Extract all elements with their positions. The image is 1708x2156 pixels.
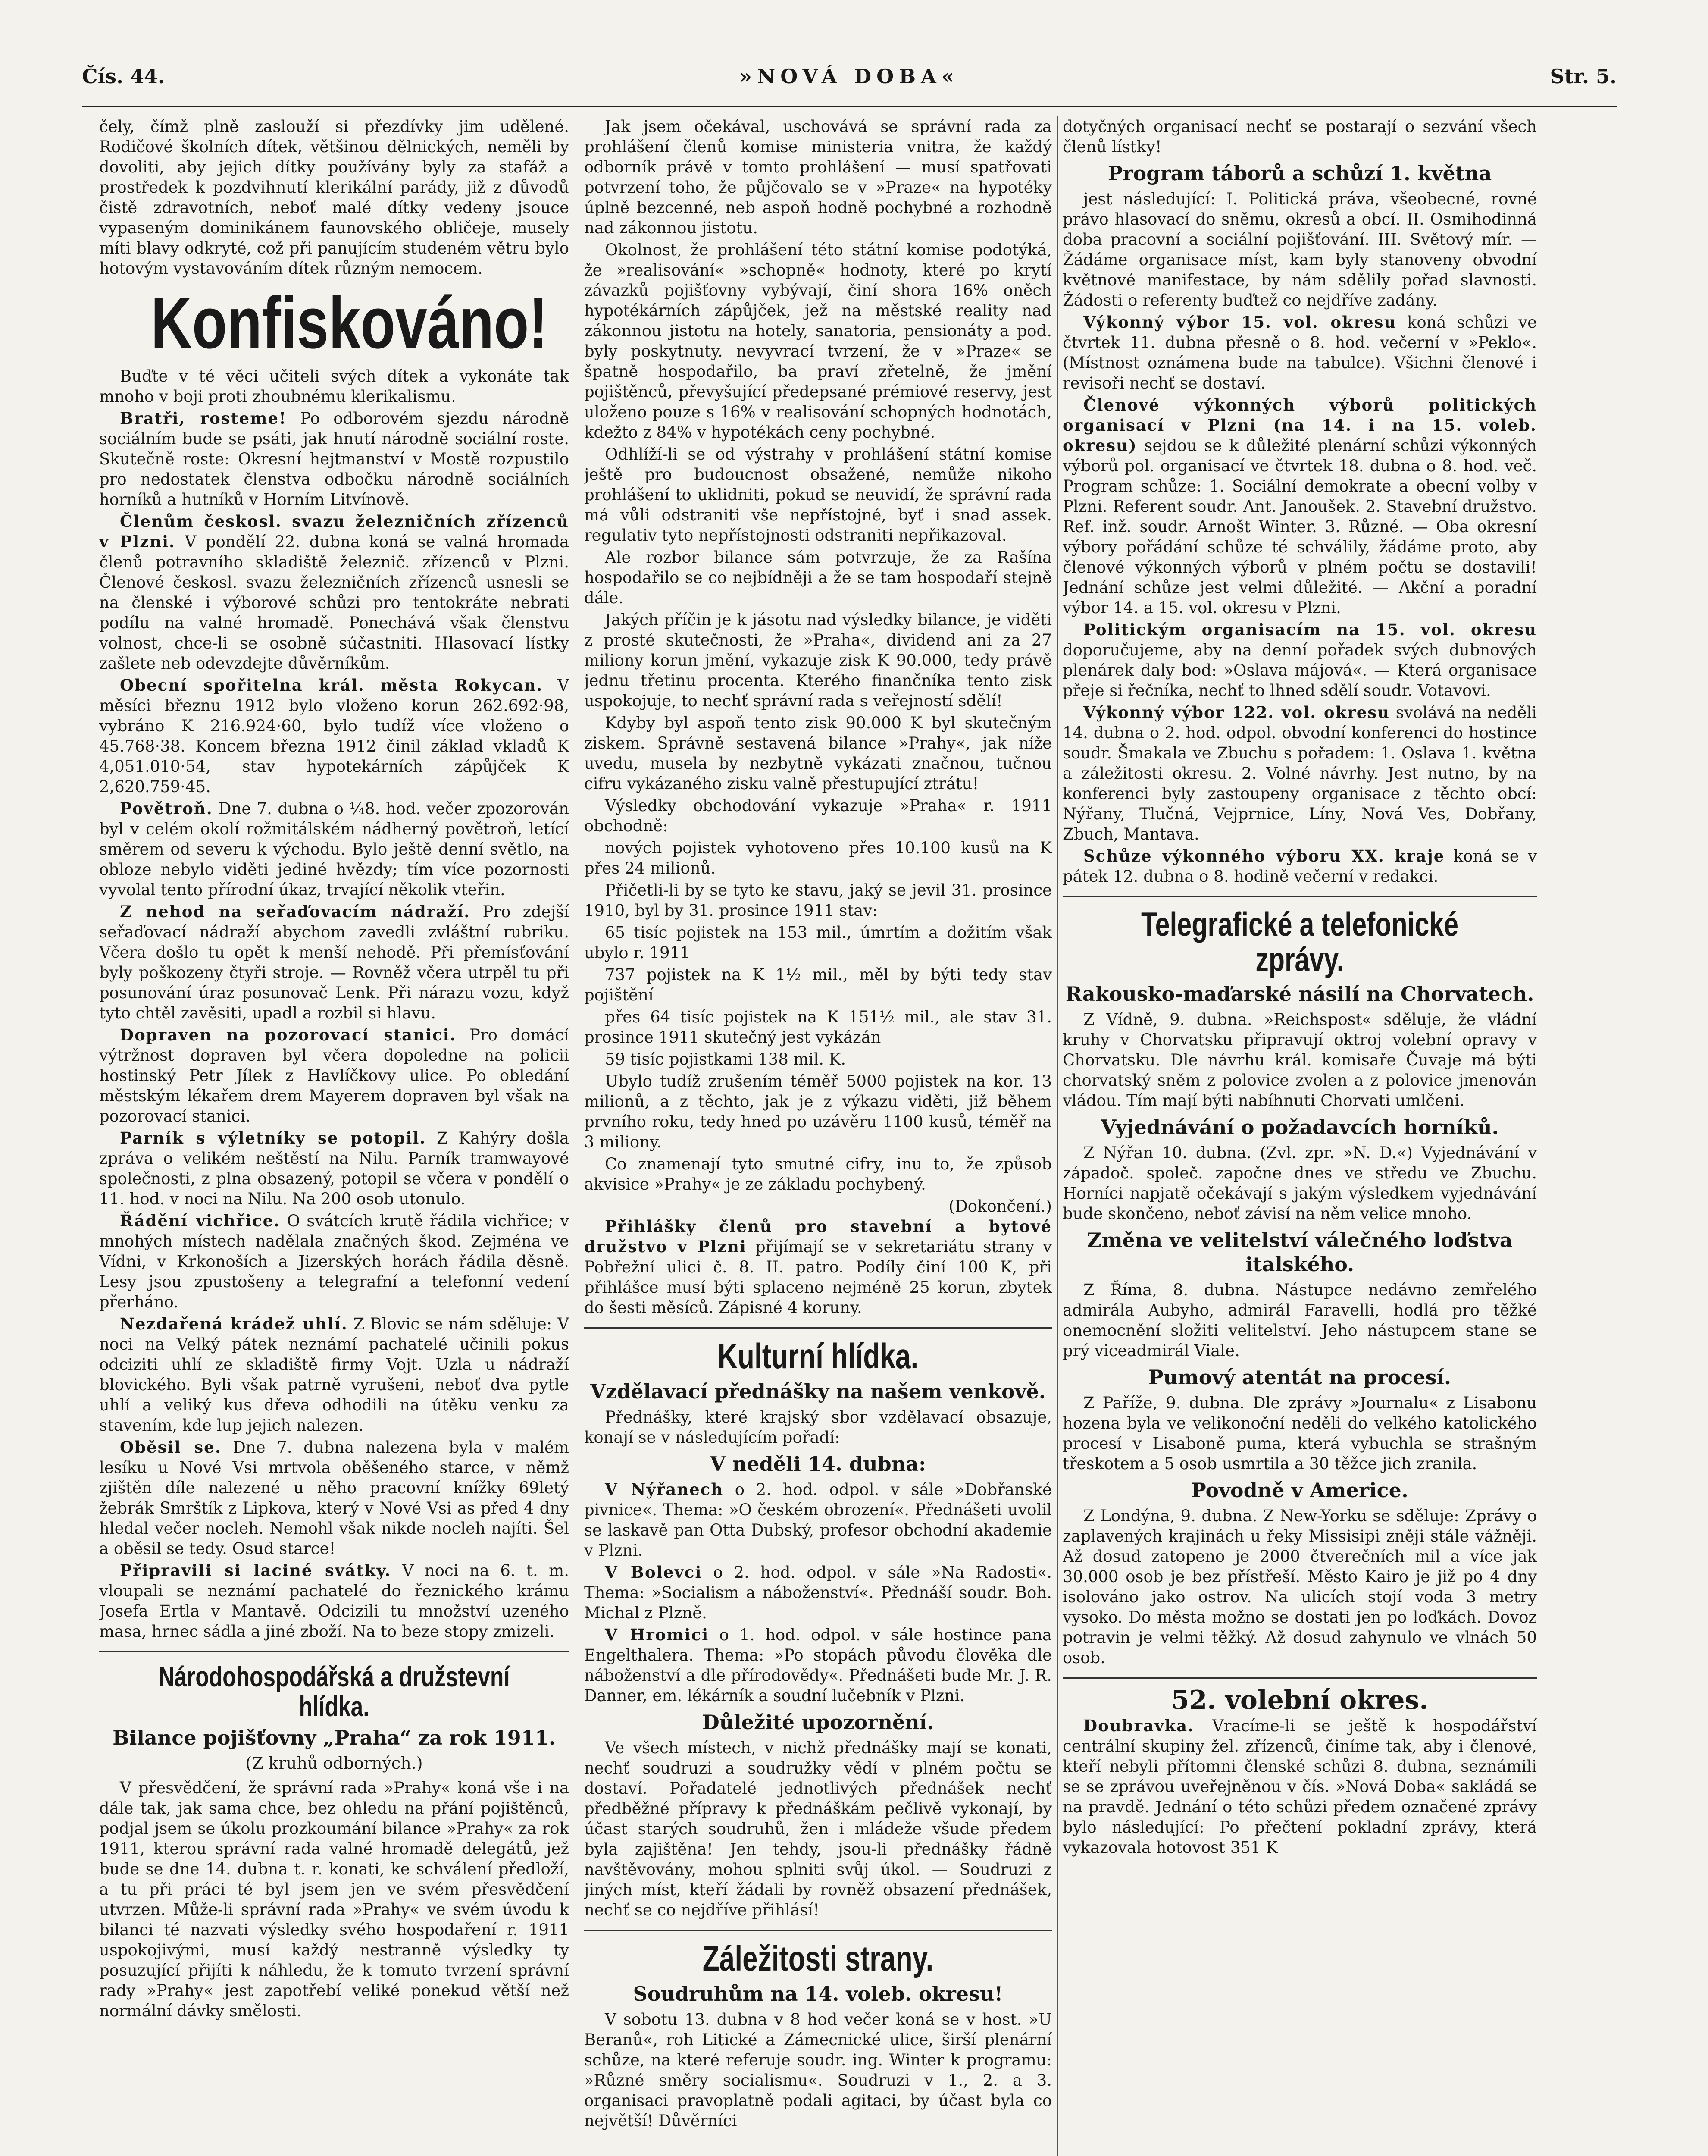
paragraph: 737 pojistek na K 1½ mil., měl by býti tedy stav pojištění — [584, 965, 1052, 1004]
news-item — [99, 1025, 569, 1126]
news-title: Změna ve velitelství válečného loďstva italského. — [1087, 1228, 1513, 1276]
section-rule — [99, 1651, 569, 1652]
item-lead: Politickým organisacím na 15. vol. okresu — [1083, 620, 1537, 639]
section-title: Záležitosti strany. — [702, 1939, 934, 1979]
paragraph: přes 64 tisíc pojistek na K 151½ mil., ale stav 31. prosince 1911 skutečný jest vykázán — [584, 1008, 1052, 1047]
item-lead: Výkonný výbor 15. vol. okresu — [1083, 313, 1397, 332]
news-item — [99, 1128, 569, 1209]
paragraph: čely, čímž plně zaslouží si přezdívky jim udělené. Rodičové školních dítek, většinou dělnických, neměli by dovoliti, aby jejich dítky používány byly za stafáž a prostředek k pozdvihnutí klerikální parády, již z důvodů čistě zdravotních, neboť malé dítky vedeny jsouce vypaseným dominikánem faunovského obličeje, musely míti blavy odkryté, což při panujícím studeném větru bylo hotovým vystavováním dítek různým nemocem. — [99, 117, 569, 278]
paragraph: 59 tisíc pojistkami 138 mil. K. — [605, 1050, 846, 1069]
news-title: Vyjednávání o požadavcích horníků. — [1101, 1115, 1499, 1139]
item-lead: Bratři, rosteme! — [120, 408, 287, 428]
paragraph: Výsledky obchodování vykazuje »Praha« r. 1911 obchodně: — [584, 796, 1052, 835]
news-item — [99, 408, 569, 510]
section-rule — [584, 1327, 1052, 1329]
paragraph: Jakých příčin je k jásotu nad výsledky bilance, je viděti z prosté skutečnosti, že »Praha«, dividend ani za 27 miliony korun jmění, vykazuje zisk K 90.000, tedy právě jednu třetinu procenta. Kterého finančníka tento zisk uspokojuje, to nechť správní rada s veřejností sdělí! — [584, 611, 1052, 710]
column-1 — [99, 116, 569, 2156]
news-item — [584, 1625, 1052, 1706]
item-text: V měsíci březnu 1912 bylo vloženo korun 262.692·98, vybráno K 216.924·60, bylo tudíž více vloženo o 45.768·38. Koncem března 1912 činil základ vkladů K 4,051.010·54, stav hypotekárních zápůjček K 2,620.759·45. — [99, 676, 569, 796]
news-text: Z Paříže, 9. dubna. Dle zprávy »Journalu« z Lisabonu hozena byla ve velikonoční neděli do velkého katolického procesí v Lisaboně puma, která vybuchla se strašným třeskotem a 5 osob usmrtila a 30 těžce jich zranila. — [1063, 1393, 1537, 1473]
item-lead: V Hromici — [605, 1625, 709, 1645]
section-rule — [584, 1930, 1052, 1931]
paragraph: Ubylo tudíž zrušením téměř 5000 pojistek na kor. 13 milionů, a z těchto, jak je z výkazu viděti, již během prvního roku, tedy hned po uzávěru 1100 kusů, téměř na 3 miliony. — [584, 1072, 1052, 1151]
section-rule — [1063, 1677, 1537, 1679]
item-text: Vracíme-li se ještě k hospodářství centrální skupiny žel. zřízenců, činíme tak, aby i členové, kteří nebyli přítomni členské schůzi 8. dubna, seznámili se se zprávou uveřejněnou v čís. »Nová Doba« sakládá se na pravdě. Jednání o této schůzi předem označené zprávy bylo následující: Po přečtení pokladní zprávy, která vykazovala hotovost 351 K — [1063, 1716, 1537, 1857]
section-rule — [1063, 896, 1537, 897]
news-item — [1063, 312, 1537, 393]
item-text: Dne 7. dubna nalezena byla v malém lesíku u Nové Vsi mrtvola oběšeného starce, v němž zjištěn díle nalezené u něho pracovní knížky 69letý žebrák Smrštík z Lipkova, který v Nové Vsi as před 4 dny hledal večer nocleh. Nemohl však nikde nocleh najíti. Šel a oběsil se tedy. Osud starce! — [99, 1438, 569, 1558]
news-text: Z Říma, 8. dubna. Nástupce nedávno zemřelého admirála Aubyho, admirál Faravelli, hodlá pro těžké onemocnění složiti velitelství. Jeho nástupcem stane se prý viceadmirál Viale. — [1063, 1280, 1537, 1360]
paragraph: Jak jsem očekával, uschovává se správní rada za prohlášení členů komise ministeria vnitra, že každý odborník právě v tomto prohlášení — musí spatřovati potvrzení toho, že půjčovalo se v »Praze« na hypotéky úplně bezcenné, neb aspoň hodně pochybné a rozhodně nad zákonnou jistotu. — [584, 117, 1052, 237]
paragraph: V sobotu 13. dubna v 8 hod večer koná se v host. »U Beranů«, roh Litické a Zámecnické ulice, širší plenární schůze, na které referuje soudr. ing. Winter k programu: »Různé směry socialismu«. Soudruzi v 1., 2. a 3. organisaci pravoplatně podali agitaci, by účast byla co největší! Důvěrníci — [584, 2010, 1052, 2131]
item-text: Pro domácí výtržnost dopraven byl včera dopoledne na policii hostinský Petr Jílek z Havlíčkovy ulice. Po obledání městským lékařem drem Mayerem dopraven byl však na pozorovací stanici. — [99, 1025, 569, 1125]
paragraph: Přednášky, které krajský sbor vzdělavací obsazuje, konají se v následujícím pořadí: — [584, 1408, 1052, 1447]
paragraph: dotyčných organisací nechť se postarají o sezvání všech členů lístky! — [1063, 117, 1537, 156]
news-title: Rakousko-maďarské násilí na Chorvatech. — [1065, 982, 1534, 1006]
item-lead: Parník s výletníky se potopil. — [120, 1128, 426, 1147]
news-item — [584, 1562, 1052, 1623]
item-text: koná se v pátek 12. dubna o 8. hodině večerní v redakci. — [1063, 847, 1537, 886]
section-title: Národohospodářská a družstevní hlídka. — [158, 1660, 510, 1722]
item-text: doporučujeme, aby na denní pořadek svých dubnových plenárek daly bod: »Oslava májová«. — Která organisace přeje si řečníka, nechť to lhned sdělí soudr. Votavovi. — [1063, 641, 1537, 700]
continued-note: (Dokončení.) — [948, 1197, 1052, 1216]
article-title: Soudruhům na 14. voleb. okresu! — [633, 1982, 1003, 2006]
item-lead: Obecní spořitelna král. města Rokycan. — [120, 675, 543, 695]
paragraph: Odhlíží-li se od výstrahy v prohlášení státní komise ještě pro budoucnost obsažené, nemůže nikoho prohlášení to uklidniti, pokud se neuvidí, že správní rada má vůli odstraniti vše nepřístojné, byť i snad assek. regulativ tyto nepřístojnosti odstraniti nepřikazoval. — [584, 445, 1052, 545]
paragraph: Ve všech místech, v nichž přednášky mají se konati, nechť soudruzi a soudružky vědí v plném počtu se dostaví. Pořadatelé jednotlivých přednášek nechť předběžné přípravy k přednáškám pečlivě vykonají, by účast starých soudruhů, žen i mládeže všude předem byla zajištěna! Jen tehdy, jsou-li přednášky řádně navštěvovány, mohou splniti svůj úkol. — Soudruzi z jiných míst, kteří žádali by rovněž obsazení přednášek, nechť se co nejdříve přihlásí! — [584, 1739, 1052, 1920]
item-text: přijímají se v sekretariátu strany v Pobřežní ulici č. 8. II. patro. Podíly činí 100 K, při přihlášce musí býti splaceno nejméně 25 korun, zbytek do šesti měsíců. Zápisné 4 koruny. — [584, 1238, 1052, 1317]
news-item — [99, 1211, 569, 1312]
news-text: Z Nýřan 10. dubna. (Zvl. zpr. »N. D.«) Vyjednávání v západoč. společ. započne dnes ve středu ve Zbuchu. Horníci napjatě očekávají s jakým výsledkem vyjednávání bude skončeno, neboť závisí na něm velice mnoho. — [1063, 1143, 1537, 1223]
party-notices — [1063, 312, 1537, 887]
news-title: Povodně v Americe. — [1191, 1478, 1408, 1502]
item-lead: Řádění vichřice. — [120, 1211, 281, 1230]
news-item — [99, 1561, 569, 1642]
news-item — [99, 1314, 569, 1435]
item-lead: Výkonný výbor 122. vol. okresu — [1083, 703, 1390, 722]
confiscated-banner: Konfiskováno! — [150, 282, 548, 364]
paragraph: Ale rozbor bilance sám potvrzuje, že za Rašína hospodařilo se co nejbídněji a že se tam hospodaří stejně dále. — [584, 548, 1052, 607]
issue-number: Čís. 44. — [82, 65, 165, 88]
item-lead: Z nehod na seřaďovacím nádraží. — [120, 902, 471, 921]
news-item — [584, 1479, 1052, 1561]
item-text: Z Kahýry došla zpráva o velikém neštěstí na Nilu. Parník tramwayové společnosti, z plna obsazený, potopil se včera v pondělí o 11. hod. v noci na Nilu. Na 200 osob utonulo. — [99, 1128, 569, 1208]
item-text: o 1. hod. odpol. v sále hostince pana Engelthalera. Thema: »Po stopách původu člověka dle náboženství a dle přírodovědy«. Přednášeti bude Mr. J. R. Danner, em. lékárník a soudní lučebník v Plzni. — [584, 1626, 1052, 1705]
telegraph-news — [1063, 982, 1537, 1668]
section-title: 52. volební okres. — [1171, 1685, 1429, 1715]
item-text: Pro zdejší seřaďovací nádraží abychom zavedli zvláštní rubriku. Včera došlo tu opět k menší nehodě. Při přemísťování byly poškozeny čtyři stroje. — Rovněž včera utrpěl tu při posunování úraz posunovač Lenk. Při nárazu vozu, když tyto chtěl zavěsiti, upadl a rozbil si hlavu. — [99, 902, 569, 1022]
section-title: Telegrafické a telefonické zprávy. — [1141, 905, 1459, 978]
news-item — [99, 1437, 569, 1559]
item-text: o 2. hod. odpol. v sále »Dobřanské pivnice«. Thema: »O českém obrození«. Přednášeti uvolil se laskavě pan Otta Dubský, profesor obchodní akademie v Plzni. — [584, 1480, 1052, 1560]
paragraph: Buďte v té věci učiteli svých dítek a vykonáte tak mnoho v boji proti zhoubnému klerikalismu. — [99, 367, 569, 406]
item-text: O svátcích krutě řádila vichřice; v mnohých místech nadělala značných škod. Zejména ve Vídni, v Krkonoších a Jizerských horách řádila děsně. Lesy jsou zpustošeny a telegrafní a telefonní vedení přerháno. — [99, 1211, 569, 1311]
subheading: Důležité upozornění. — [702, 1711, 934, 1734]
item-text: svolává na neděli 14. dubna o 2. hod. odpol. obvodní konferenci do hostince soudr. Šmakala ve Zbuchu s pořadem: 1. Oslava 1. května a záležitosti okresu. 2. Volné návrhy. Jest nutno, by na konferenci byly zastoupeny organisace z těchto obcí: Nýřany, Tlučná, Vejprnice, Líny, Nová Ves, Dobřany, Zbuch, Mantava. — [1063, 703, 1537, 843]
lecture-list — [584, 1479, 1052, 1706]
item-lead: Oběsil se. — [120, 1437, 222, 1457]
news-item — [1063, 846, 1537, 887]
page-number: Str. 5. — [1550, 65, 1617, 88]
paragraph: 65 tisíc pojistek na 153 mil., úmrtím a dožitím však ubylo r. 1911 — [584, 923, 1052, 962]
item-text: Z Blovic se nám sděluje: V noci na Velký pátek neznámí pachatelé učinili pokus odciziti uhlí ze skladiště firmy Vojt. Uzla u nádraží blovického. Byli však patrně vyrušeni, neboť dva pytle uhlí a veliký kus dřeva odhodili na útěku venku za stavením, kde lup jejich nalezen. — [99, 1314, 569, 1435]
paragraph: jest následující: I. Politická práva, všeobecné, rovné právo hlasovací do sněmu, okresů a obcí. II. Osmihodinná doba pracovní a sociální pojišťování. III. Světový mír. — Žádáme organisace míst, kam byly stanoveny obvodní květnové manifestace, by nám sdělily pořad slavnosti. Žádosti o referenty buďtež co nejdříve zadány. — [1063, 190, 1537, 310]
news-items — [99, 408, 569, 1642]
masthead-title: »NOVÁ DOBA« — [739, 65, 959, 88]
paragraph: Přičetli-li by se tyto ke stavu, jaký se jevil 31. prosince 1910, byl by 31. prosince 1911 stav: — [584, 881, 1052, 920]
section-title: Kulturní hlídka. — [717, 1337, 919, 1376]
item-text: V noci na 6. t. m. vloupali se neznámí pachatelé do řeznického krámu Josefa Ertla v Mantavě. Odcizili tu množství uzeného masa, hrnec sádla a jiné zboží. Na to beze stopy zmizeli. — [99, 1561, 569, 1641]
news-item — [99, 902, 569, 1023]
paragraph: Co znamenají tyto smutné cifry, inu to, že způsob akvisice »Prahy« je ze základu pochybený. — [584, 1155, 1052, 1194]
item-lead: Přihlášky členů pro stavební a bytové družstvo v Plzni — [584, 1217, 1052, 1256]
item-lead: Připravili si laciné svátky. — [120, 1561, 391, 1580]
news-item — [99, 675, 569, 797]
article-title: Program táborů a schůzí 1. května — [1107, 162, 1492, 185]
item-lead: Schůze výkonného výboru XX. kraje — [1083, 846, 1445, 865]
news-text: Z Londýna, 9. dubna. Z New-Yorku se sděluje: Zprávy o zaplavených krajinách u řeky Missisipi zněji stále vážněji. Až dosud zatopeno je 2000 čtverečních mil a více jak 30.000 osob je bez přístřeší. Město Kairo je již po 4 dny isolováno jako ostrov. Na ulicích stojí voda 3 metry vysoko. Do města možno se dostati jen po loďkách. Dovoz potravin je velmi těžký. Až dosud zahynulo ve vlnách 50 osob. — [1063, 1506, 1537, 1667]
item-text: koná schůzi ve čtvrtek 11. dubna přesně o 8. hod. večerní v »Peklo«. (Místnost oznámena bude na tabulce). Všichni členové i revisoři nechť se dostaví. — [1063, 313, 1537, 392]
column-2 — [584, 116, 1052, 2156]
item-lead: Dopraven na pozorovací stanici. — [120, 1025, 457, 1044]
article-source: (Z kruhů odborných.) — [245, 1754, 423, 1773]
paragraph: V přesvědčení, že správní rada »Prahy« koná vše i na dále tak, jak sama chce, bez ohledu na přání pojištěnců, podjal jsem se úkolu prozkoumání bilance »Prahy« za rok 1911, kterou správní rada valné hromadě delegátů, jež bude se dne 14. dubna t. r. konati, ke schválení předloží, a tu při práci té byl jsem jen ve svém přesvědčení utvrzen. Může-li správní rada »Prahy« ve svém úvodu k bilanci té nazvati výsledky svého hospodaření r. 1911 uspokojivými, musí každý nestranně výsledky ty posuzující přijíti k náhledu, že k tomuto tvrzení správní rady »Prahy« jest zapotřebí veliké ponekud větší než normální dávky smělosti. — [99, 1779, 569, 2021]
paragraph: Kdyby byl aspoň tento zisk 90.000 K byl skutečným ziskem. Správně sestavená bilance »Prahy«, jak níže uvedu, musela by nezbytně vykázati značnou, tučnou cifru vykázaného zisku valně přestupující ztrátu! — [584, 714, 1052, 793]
item-lead: Doubravka. — [1083, 1716, 1194, 1735]
item-text: Po odborovém sjezdu národně sociálním bude se psáti, jak hnutí národně sociální roste. Skutečně roste: Okresní hejtmanství v Mostě rozpustilo pro nedostatek členstva odbočku národně sociálních horníků a hutníků v Horním Litvínově. — [99, 409, 569, 509]
article-title: Vzdělavací přednášky na našem venkově. — [590, 1380, 1046, 1404]
item-text: V pondělí 22. dubna koná se valná hromada členů potravního skladiště železnič. zřízenců v Plzni. Členové českosl. svazu železničních zřízenců usnesli se na členské i výborové schůzi pro tentokráte nebrati podílu na valné hromadě. Ponechává však členstvu volnost, chce-li se osobně súčastniti. Hlasovací lístky zašlete neb odevzdejte důvěrníkům. — [99, 532, 569, 673]
item-text: Dne 7. dubna o ¼8. hod. večer zpozorován byl v celém okolí rožmitálském nádherný povětroň, letící směrem od severu k východu. Bylo ještě denní světlo, na obloze nebylo viděti jediné hvězdy; tím více pozornosti vyvolal tento přírodní úkaz, trvající několik vteřin. — [99, 799, 569, 899]
item-lead: Nezdařená krádež uhlí. — [120, 1314, 348, 1333]
news-item — [1063, 395, 1537, 618]
paragraph: Okolnost, že prohlášení této státní komise podotýká, že »realisování« »schopně« hodnoty, které po krytí závazků pojišťovny vybývají, činí shora 16% oněch hypotékárních zápůjček, jež na městské reality nad zákonnou jistotu na hotely, sanatoria, pensionáty a pod. byly poskytnuty. nevyvrací tvrzení, že v »Praze« se špatně hospodařilo, ba praví zřetelně, že jmění pojištěnců, převyšující předepsané prémiové reservy, jest uloženo pouze s 16% v realisování schopných hodnotách, kdežto z 84% v hypotékách ceny pochybné. — [584, 241, 1052, 442]
news-item — [1063, 620, 1537, 701]
article-body — [584, 116, 1052, 1194]
item-lead: V Nýřanech — [605, 1480, 724, 1499]
news-title: Pumový atentát na procesí. — [1148, 1365, 1451, 1389]
item-text: o 2. hod. odpol. v sále »Na Radosti«. Thema: »Socialism a náboženství«. Přednáší soudr. Boh. Michal z Plzně. — [584, 1563, 1052, 1623]
news-item — [1063, 702, 1537, 844]
subheading: V neděli 14. dubna: — [710, 1452, 926, 1476]
item-text: sejdou se k důležité plenární schůzi výkonných výborů pol. organisací ve čtvrtek 18. dubna o 8. hod. več. Program schůze: 1. Sociální demokrate a obecní volby v Plzni. Referent soudr. Ant. Janoušek. 2. Stavební družstvo. Ref. inž. soudr. Arnošt Winter. 3. Různé. — Oba okresní výbory pořádání schůze té schválily, žádáme proto, aby členové výkonných výborů v plném počtu se dostavili! Jednání schůze jest velmi důležité. — Akční a poradní výbor 14. a 15. vol. okresu v Plzni. — [1063, 436, 1537, 617]
news-item — [99, 511, 569, 674]
column-divider — [1057, 116, 1058, 2156]
item-lead: Členové výkonných výborů politických organisací v Plzni (na 14. i na 15. voleb. okresu) — [1063, 395, 1537, 455]
item-lead: Povětroň. — [120, 799, 213, 818]
paragraph: nových pojistek vyhotoveno přes 10.100 kusů na K přes 24 milionů. — [584, 839, 1052, 877]
column-3 — [1063, 116, 1537, 2156]
news-item — [99, 799, 569, 900]
header-rule — [82, 106, 1617, 107]
article-title: Bilance pojišťovny „Praha“ za rok 1911. — [113, 1726, 556, 1750]
page-header — [82, 65, 1617, 99]
item-lead: V Bolevci — [605, 1563, 702, 1582]
news-text: Z Vídně, 9. dubna. »Reichspost« sděluje, že vládní kruhy v Chorvatsku připravují oktroj volební opravy v Chorvatsku. Dle návrhu král. komisaře Čuvaje má býti chorvatský sněm z polovice zvolen a z polovice jmenován vládou. Tím mají býti nabíhnuti Chorvati umlčeni. — [1063, 1010, 1537, 1110]
item-lead: Členům českosl. svazu železničních zřízenců v Plzni. — [99, 511, 569, 551]
